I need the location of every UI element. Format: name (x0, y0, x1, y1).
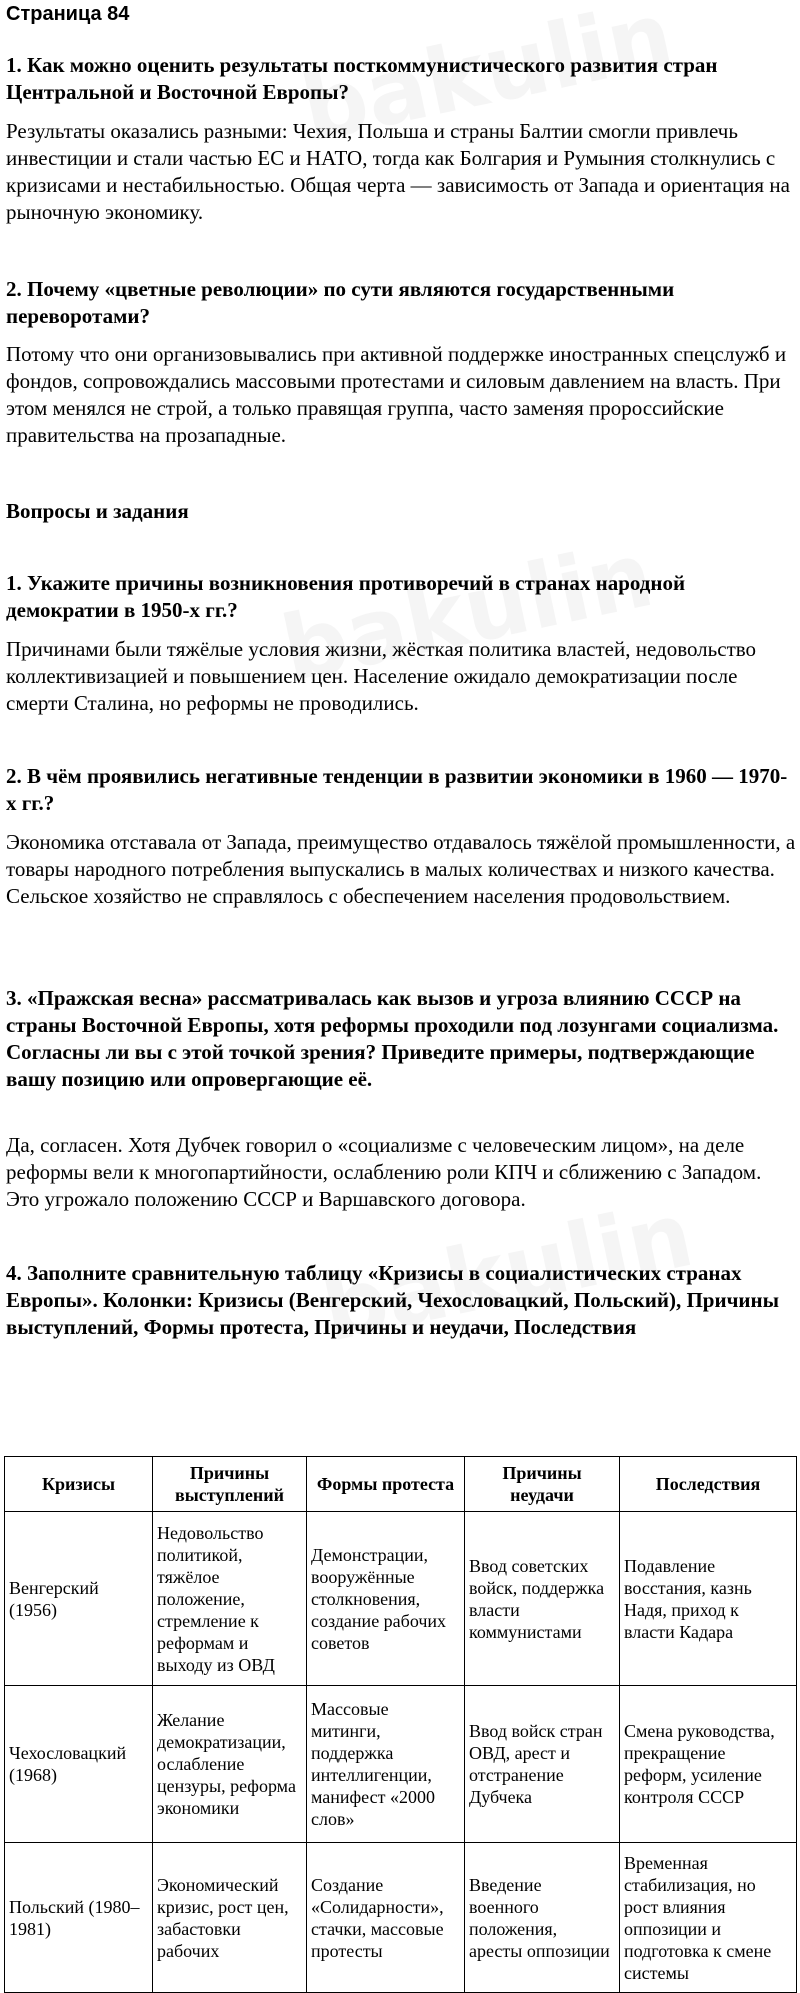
table-cell: Демонстрации, вооружённые столкновения, создание рабочих советов (307, 1512, 465, 1686)
task-1-answer: Причинами были тяжёлые условия жизни, жёсткая политика властей, недовольство коллективизацией и повышением цен. Население ожидало демократизации после смерти Сталина, но реформы не проводились. (6, 637, 757, 715)
table-cell: Польский (1980–1981) (5, 1843, 153, 1993)
task-2-question: 2. В чём проявились негативные тенденции в развитии экономики в 1960 — 1970-х гг.? (6, 764, 788, 815)
table-cell: Экономический кризис, рост цен, забастовки рабочих (153, 1843, 307, 1993)
table-header-cell: Причины выступлений (153, 1457, 307, 1512)
section-title: Вопросы и задания (6, 499, 189, 523)
table-cell: Недовольство политикой, тяжёлое положение, стремление к реформам и выходу из ОВД (153, 1512, 307, 1686)
question-1: 1. Как можно оценить результаты посткоммунистического развития стран Центральной и Восточной Европы? (6, 53, 718, 104)
table-row (5, 1843, 797, 1993)
table-cell: Чехословацкий (1968) (5, 1686, 153, 1843)
task-1-question: 1. Укажите причины возникновения противоречий в странах народной демократии в 1950-х гг.? (6, 571, 686, 622)
table-cell: Смена руководства, прекращение реформ, усиление контроля СССР (620, 1686, 797, 1843)
table-cell: Ввод войск стран ОВД, арест и отстранение Дубчека (465, 1686, 620, 1843)
table-cell: Создание «Солидарности», стачки, массовые протесты (307, 1843, 465, 1993)
table-row (5, 1686, 797, 1843)
table-cell: Ввод советских войск, поддержка власти коммунистами (465, 1512, 620, 1686)
task-2-answer: Экономика отставала от Запада, преимущество отдавалось тяжёлой промышленности, а товары народного потребления выпускались в малых количествах и низкого качества. Сельское хозяйство не справлялось с обеспечением населения продовольствием. (6, 830, 796, 908)
task-4-question: 4. Заполните сравнительную таблицу «Кризисы в социалистических странах Европы». Колонки: Кризисы (Венгерский, Чехословацкий, Польский), Причины выступлений, Формы протеста, Причины и неудачи, Последствия (6, 1261, 780, 1339)
table-header-cell: Формы протеста (307, 1457, 465, 1512)
question-2: 2. Почему «цветные революции» по сути являются государственными переворотами? (6, 277, 675, 328)
task-3-question: 3. «Пражская весна» рассматривалась как вызов и угроза влиянию СССР на страны Восточной Европы, хотя реформы проходили под лозунгами социализма. Согласны ли вы с этой точкой зрения? Приведите примеры, подтверждающие вашу позицию или опровергающие её. (6, 986, 779, 1091)
table-header-cell: Последствия (620, 1457, 797, 1512)
table-cell: Введение военного положения, аресты оппозиции (465, 1843, 620, 1993)
table-cell: Подавление восстания, казнь Надя, приход к власти Кадара (620, 1512, 797, 1686)
table-row (5, 1512, 797, 1686)
task-3-answer: Да, согласен. Хотя Дубчек говорил о «социализме с человеческим лицом», на деле реформы вели к многопартийности, ослаблению роли КПЧ и сближению с Западом. Это угрожало положению СССР и Варшавского договора. (6, 1133, 762, 1211)
answer-1: Результаты оказались разными: Чехия, Польша и страны Балтии смогли привлечь инвестиции и стали частью ЕС и НАТО, тогда как Болгария и Румыния столкнулись с кризисами и нестабильностью. Общая черта — зависимость от Запада и ориентация на рыночную экономику. (6, 119, 790, 224)
page-title: Страница 84 (6, 3, 130, 25)
crises-table (4, 1456, 797, 1993)
table-cell: Желание демократизации, ослабление цензуры, реформа экономики (153, 1686, 307, 1843)
table-cell: Венгерский (1956) (5, 1512, 153, 1686)
answer-2: Потому что они организовывались при активной поддержке иностранных спецслужб и фондов, сопровождались массовыми протестами и силовым давлением на власть. При этом менялся не строй, а только правящая группа, часто заменяя пророссийские правительства на прозападные. (6, 342, 787, 447)
table-header-row (5, 1457, 797, 1512)
table-cell: Временная стабилизация, но рост влияния оппозиции и подготовка к смене системы (620, 1843, 797, 1993)
table-header-cell: Причины неудачи (465, 1457, 620, 1512)
table-cell: Массовые митинги, поддержка интеллигенции, манифест «2000 слов» (307, 1686, 465, 1843)
table-header-cell: Кризисы (5, 1457, 153, 1512)
